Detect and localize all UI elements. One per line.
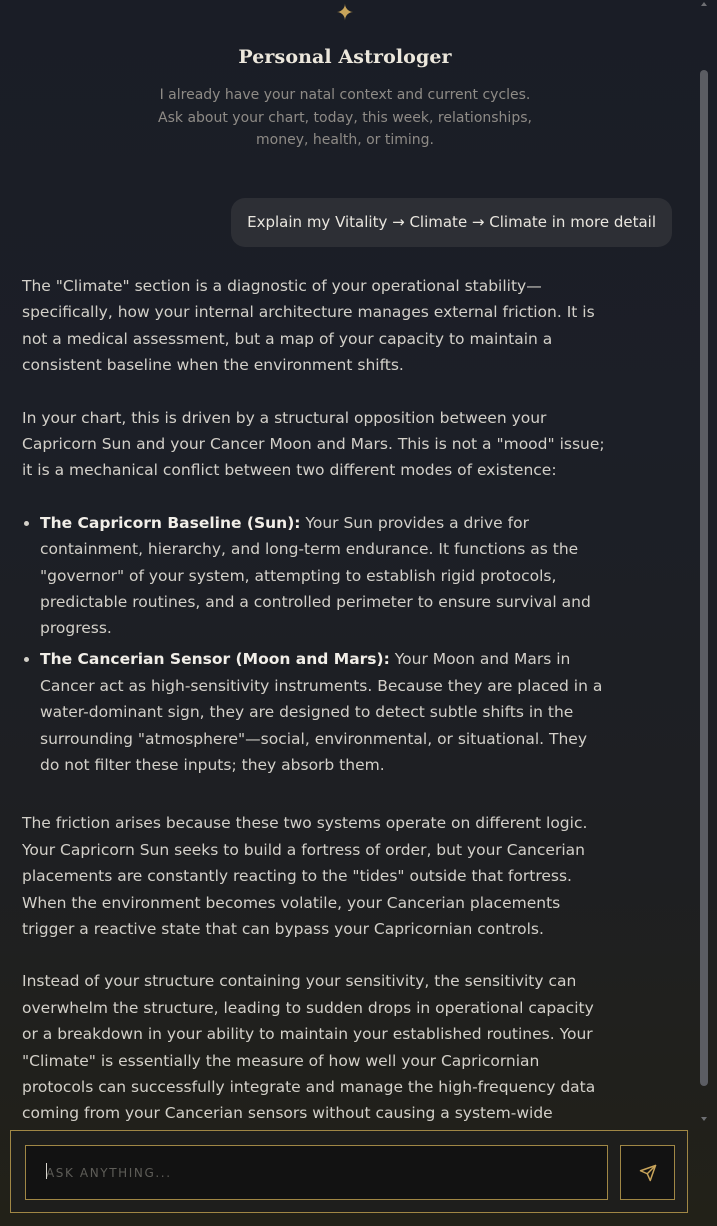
bullet-text: Your Moon and Mars in Cancer act as high-sensitivity instruments. Because they are placed in a water-dominant sign, they are designed to detect subtle shifts in the surrounding "atmosphere"—social, environmental, or situational. They do not filter these inputs; they absorb them. xyxy=(40,650,603,774)
bullet-title: The Capricorn Baseline (Sun): xyxy=(40,513,301,532)
scroll-down-arrow-icon[interactable] xyxy=(701,1117,707,1121)
page-subtitle: I already have your natal context and current cycles. Ask about your chart, today, this week, relationships, money, health, or timing. xyxy=(158,87,532,148)
message-composer xyxy=(10,1130,688,1213)
bullet-text: Your Sun provides a drive for containment, hierarchy, and long-term endurance. It functions as the "governor" of your system, attempting to establish rigid protocols, predictable routines, and a controlled perimeter to ensure survival and progress. xyxy=(40,513,591,638)
page-title: Personal Astrologer xyxy=(238,46,452,68)
bullet-title: The Cancerian Sensor (Moon and Mars): xyxy=(40,650,390,669)
assistant-message xyxy=(22,273,606,1179)
text-caret xyxy=(46,1163,47,1179)
send-button[interactable] xyxy=(620,1145,675,1200)
scrollbar-thumb[interactable] xyxy=(700,70,708,1086)
sparkle-star-icon: ✦ xyxy=(335,1,355,26)
ask-input[interactable] xyxy=(25,1145,608,1200)
assistant-paragraph: Instead of your structure containing your sensitivity, the sensitivity can overwhelm the structure, leading to sudden drops in operational capacity or a breakdown in your ability to maintain your established routines. Your "Climate" is essentially the measure of how well your Capricornian protocols can successfully integrate and manage the high-frequency data coming from your Cancerian sensors without causing a system-wide xyxy=(22,972,596,1123)
chat-scrollbar[interactable] xyxy=(707,8,715,1112)
assistant-paragraph: The "Climate" section is a diagnostic of your operational stability—specifically, how your internal architecture manages external friction. It is not a medical assessment, but a map of your capacity to maintain a consistent baseline when the environment shifts. xyxy=(22,277,595,375)
list-item xyxy=(40,646,606,778)
list-item xyxy=(40,510,606,642)
send-paper-plane-icon xyxy=(639,1164,657,1182)
assistant-paragraph: The friction arises because these two systems operate on different logic. Your Capricorn Sun seeks to build a fortress of order, but your Cancerian placements are constantly reacting to the "tides" outside that fortress. When the environment becomes volatile, your Cancerian placements trigger a reactive state that can bypass your Capricornian controls. xyxy=(22,814,588,939)
assistant-paragraph: In your chart, this is driven by a structural opposition between your Capricorn Sun and your Cancer Moon and Mars. This is not a "mood" issue; it is a mechanical conflict between two different modes of existence: xyxy=(22,408,605,480)
user-message-bubble: Explain my Vitality → Climate → Climate in more detail xyxy=(231,198,672,247)
scroll-up-arrow-icon[interactable] xyxy=(701,2,707,6)
assistant-bullet-list xyxy=(22,510,606,779)
